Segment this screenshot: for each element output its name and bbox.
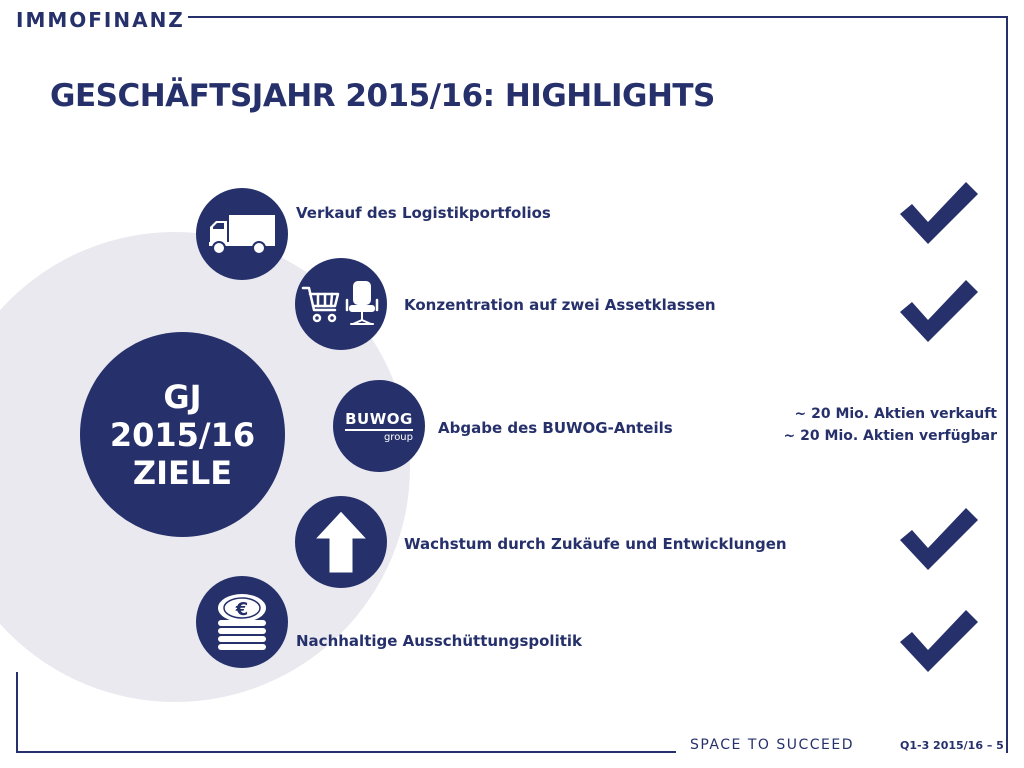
checkmark-icon <box>896 606 980 676</box>
footer-slogan: SPACE TO SUCCEED <box>690 737 855 753</box>
cart-chair-icon-circle <box>295 258 387 350</box>
goals-core-circle <box>80 332 285 537</box>
company-logo: IMMOFINANZ <box>16 8 185 32</box>
frame-bottom-line <box>16 751 676 753</box>
euro-coins-icon <box>212 590 272 654</box>
buwog-logo-bar <box>345 429 413 431</box>
frame-top-line <box>188 16 1008 18</box>
checkmark-icon <box>896 178 980 248</box>
buwog-logo-name: BUWOG <box>345 409 413 428</box>
truck-icon-circle <box>196 188 288 280</box>
checkmark-icon <box>896 276 980 346</box>
footer-page-number: Q1-3 2015/16 – 5 <box>900 739 1004 752</box>
core-line-2: 2015/16 <box>109 415 256 454</box>
item-label-logistics: Verkauf des Logistikportfolios <box>296 204 551 222</box>
buwog-logo-circle <box>333 380 425 472</box>
item-label-asset-classes: Konzentration auf zwei Assetklassen <box>404 296 716 314</box>
truck-icon <box>207 212 277 256</box>
cart-icon <box>303 288 338 321</box>
frame-left-line <box>16 672 18 753</box>
item-label-buwog: Abgabe des BUWOG-Anteils <box>438 419 673 437</box>
svg-text:€: € <box>235 599 249 620</box>
item-label-growth: Wachstum durch Zukäufe und Entwicklungen <box>404 535 787 553</box>
core-line-1: GJ <box>163 377 202 416</box>
euro-coins-icon-circle <box>196 576 288 668</box>
arrow-up-icon-circle <box>295 496 387 588</box>
arrow-up-icon <box>313 509 369 575</box>
buwog-logo-sub: group <box>383 431 413 443</box>
buwog-logo <box>333 410 425 443</box>
checkmark-icon <box>896 504 980 574</box>
buwog-note-sold: ~ 20 Mio. Aktien verkauft <box>794 406 997 422</box>
chair-icon <box>347 282 377 324</box>
core-line-3: ZIELE <box>132 453 233 492</box>
item-label-dividend: Nachhaltige Ausschüttungspolitik <box>296 632 583 650</box>
buwog-note-available: ~ 20 Mio. Aktien verfügbar <box>783 428 997 444</box>
frame-right-line <box>1006 16 1008 753</box>
page-title: GESCHÄFTSJAHR 2015/16: HIGHLIGHTS <box>50 78 715 114</box>
